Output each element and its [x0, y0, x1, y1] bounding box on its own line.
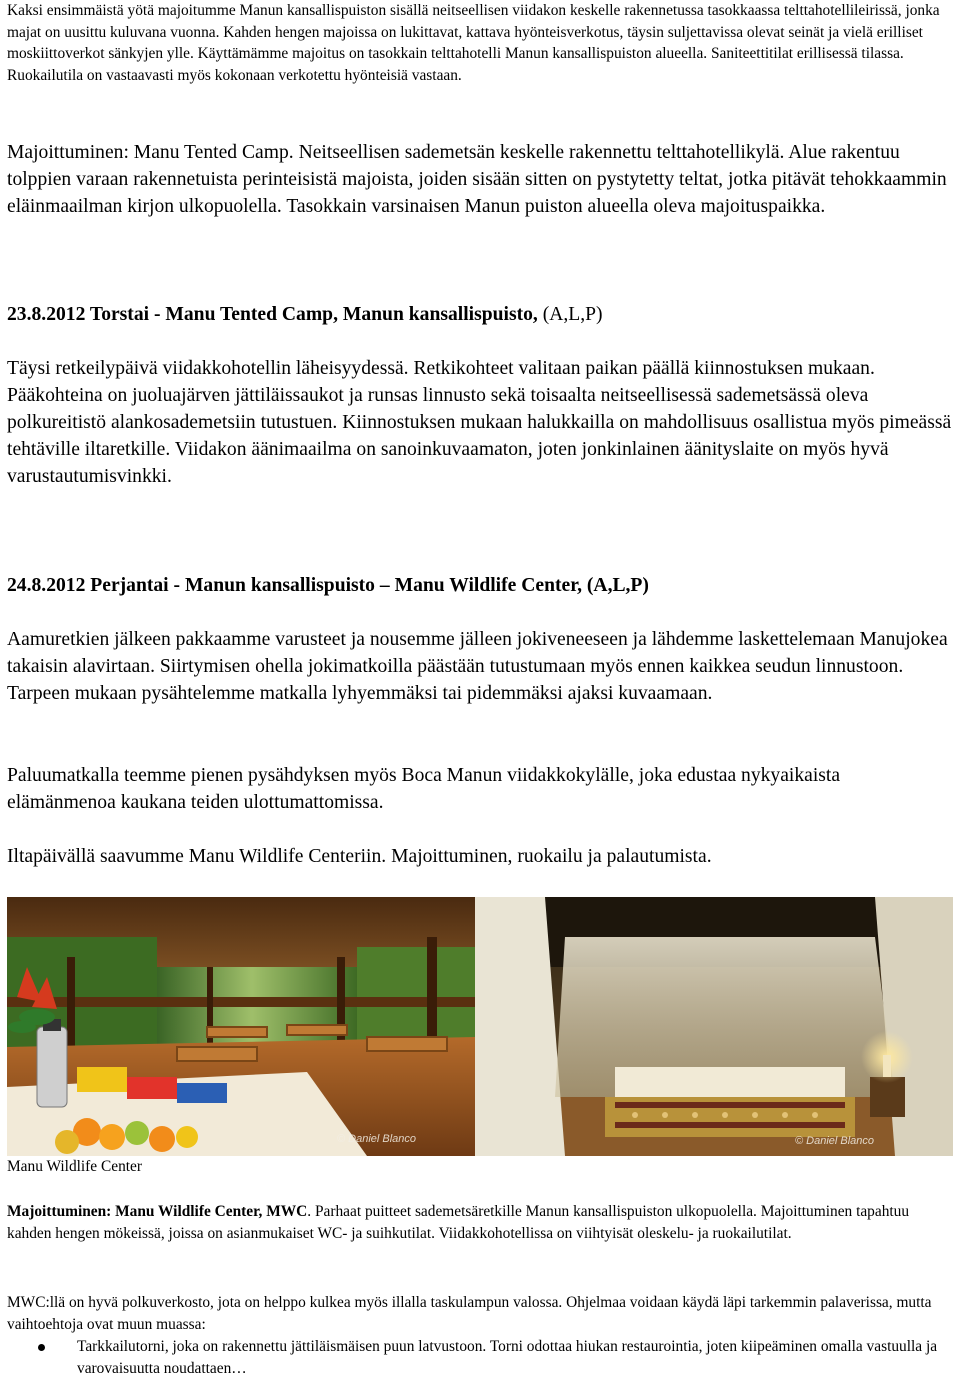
day-2-paragraph-2: Paluumatkalla teemme pienen pysähdyksen myös Boca Manun viidakkokylälle, joka edustaa nykyaikaista elämänmenoa kaukana teiden ulottumattomissa. [7, 765, 841, 813]
day-heading-23-8 [7, 301, 953, 328]
photo-caption: Manu Wildlife Center [7, 1158, 143, 1175]
day-1-paragraph: Täysi retkeilypäivä viidakkohotellin läheisyydessä. Retkikohteet valitaan paikan päällä kiinnostuksen mukaan. Pääkohteina on juoluajärven jättiläissaukot ja runsas linnusto sekä toisaalta neitseellisessä sademetsässä oleva polkureitistö alankosademetsiin tutustuen. Kiinnostuksen mukaan halukkailla on mahdollisuus osallistua myös pimeässä tehtäville iltaretkille. Viidakon äänimaailma on sanoinkuvaamaton, joten jonkinlainen äänityslaite on myös hyvä varustautumisvinkki. [7, 358, 952, 487]
photo-collage [7, 897, 953, 1156]
photo-credit-left: © Daniel Blanco [337, 1133, 417, 1145]
activity-list [0, 1336, 953, 1379]
day-heading-meal-codes: (A,L,P) [542, 304, 603, 325]
accommodation-paragraph-tented-camp: Majoittuminen: Manu Tented Camp. Neitseellisen sademetsän keskelle rakennettu telttahotellikylä. Alue rakentuu tolppien varaan rakennetuista perinteisistä majoista, joiden sisään sitten on pystytetty teltat, jotka pitävät tehokkaammin eläinmaailman kirjon ulkopuolella. Tasokkain varsinaisen Manun puiston alueella oleva majoituspaikka. [7, 142, 947, 217]
accommodation-paragraph-mwc [7, 1201, 953, 1244]
photo-credit-right: © Daniel Blanco [795, 1135, 875, 1147]
dining-hall-image [7, 897, 475, 1156]
bedroom-photo [475, 897, 953, 1156]
list-item-text: Tarkkailutorni, joka on rakennettu jättiläismäisen puun latvustoon. Torni odottaa hiukan restaurointia, joten kiipeäminen omalla vastuulla ja varovaisuutta noudattaen… [77, 1338, 938, 1377]
mwc-paragraph: MWC:llä on hyvä polkuverkosto, jota on helppo kulkea myös illalla taskulampun valossa. Ohjelmaa voidaan käydä läpi tarkemmin palaverissa, mutta vaihtoehtoja ovat muun muassa: [7, 1294, 932, 1333]
day-2-paragraph-1: Aamuretkien jälkeen pakkaamme varusteet ja nousemme jälleen jokiveneeseen ja lähdemme laskettelemaan Manujokea takaisin alavirtaan. Siirtymisen ohella jokimatkoilla päästään tutustumaan myös ennen kaikkea seudun linnustoon. Tarpeen mukaan pysähtelemme matkalla lyhyemmäksi tai pidemmäksi ajaksi kuvaamaan. [7, 629, 948, 704]
bullet-icon [38, 1344, 45, 1351]
intro-paragraph: Kaksi ensimmäistä yötä majoitumme Manun kansallispuiston sisällä neitseellisen viidakon keskelle rakennetussa tasokkaassa telttahotellileirissä, jonka majat on uusittu kuluvana vuonna. Kahden hengen majoissa on lukittavat, kattava hyönteisverkotus, täysin suljettavissa olevat seinät ja vielä erilliset moskiittoverkot sänkyjen ylle. Käyttämämme majoitus on tasokkain telttahotelli Manun kansallispuiston alueella. Saniteettitilat erillisessä tilassa. Ruokailutila on vastaavasti myös kokonaan verkotettu hyönteisiä vastaan. [7, 2, 940, 85]
day-heading-main: 23.8.2012 Torstai - Manu Tented Camp, Manun kansallispuisto, [7, 304, 543, 325]
day-heading-24-8: 24.8.2012 Perjantai - Manun kansallispuisto – Manu Wildlife Center, (A,L,P) [7, 575, 649, 596]
list-item [0, 1336, 953, 1379]
accommodation-label: Majoittuminen: Manu Wildlife Center, MWC [7, 1203, 308, 1220]
accommodation-text: . Parhaat puitteet sademetsäretkille Manun kansallispuiston ulkopuolella. Majoittuminen tapahtuu kahden hengen mökeissä, joissa on asianmukaiset WC- ja suihkutilat. Viidakkohotellissa on viihtyisät oleskelu- ja ruokailutilat. [7, 1203, 910, 1242]
dining-hall-photo [7, 897, 475, 1156]
day-2-paragraph-3: Iltapäivällä saavumme Manu Wildlife Centeriin. Majoittuminen, ruokailu ja palautumista. [7, 846, 712, 867]
bedroom-image [475, 897, 953, 1156]
